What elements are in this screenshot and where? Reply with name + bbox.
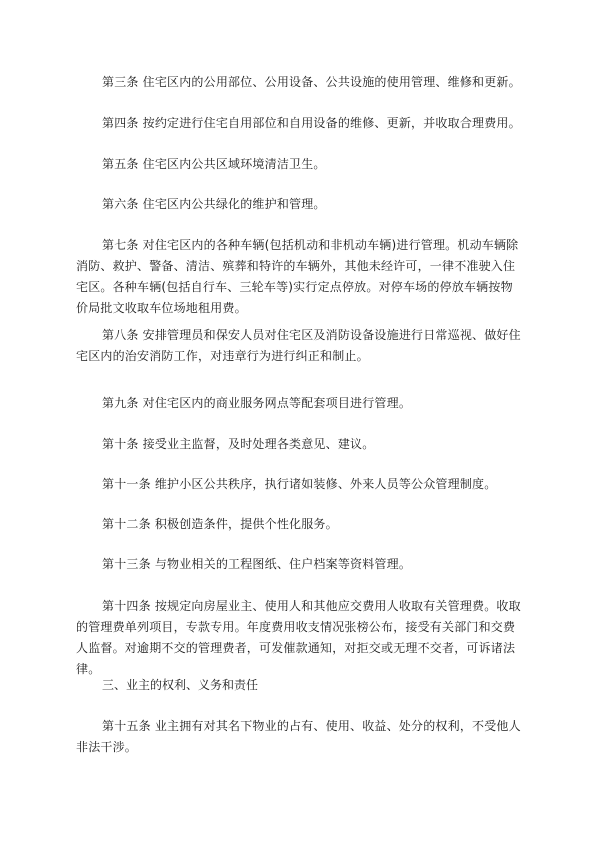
article-5: 第五条 住宅区内公共区域环境清洁卫生。 (102, 157, 326, 171)
article-10: 第十条 接受业主监督，及时处理各类意见、建议。 (102, 437, 375, 451)
article-8: 第八条 安排管理员和保安人员对住宅区及消防设备设施进行日常巡视、做好住宅区内的治安消防工作，对违章行为进行纠正和制止。 (76, 328, 521, 363)
article-4: 第四条 按约定进行住宅自用部位和自用设备的维修、更新，并收取合理费用。 (102, 116, 521, 130)
section-heading: 三、业主的权利、义务和责任 (102, 678, 259, 692)
article-11: 第十一条 维护小区公共秩序，执行诸如装修、外来人员等公众管理制度。 (102, 477, 497, 491)
article-12: 第十二条 积极创造条件，提供个性化服务。 (102, 517, 338, 531)
article-14: 第十四条 按规定向房屋业主、使用人和其他应交费用人收取有关管理费。收取的管理费单列项目，专款专用。年度费用收支情况张榜公布，接受有关部门和交费人监督。对逾期不交的管理费者，可发催款通知，对拒交或无理不交者，可诉诸法律。 (76, 599, 521, 676)
article-6: 第六条 住宅区内公共绿化的维护和管理。 (102, 197, 326, 211)
article-9: 第九条 对住宅区内的商业服务网点等配套项目进行管理。 (102, 396, 412, 410)
article-15: 第十五条 业主拥有对其名下物业的占有、使用、收益、处分的权利，不受他人非法干涉。 (76, 719, 521, 754)
article-13: 第十三条 与物业相关的工程图纸、住户档案等资料管理。 (102, 557, 412, 571)
article-7: 第七条 对住宅区内的各种车辆(包括机动和非机动车辆)进行管理。机动车辆除消防、救护、警备、清洁、殡葬和特许的车辆外，其他未经许可，一律不准驶入住宅区。各种车辆(包括自行车、三轮车等)实行定点停放。对停车场的停放车辆按物价局批文收取车位场地租用费。 (76, 238, 519, 315)
article-3: 第三条 住宅区内的公用部位、公用设备、公共设施的使用管理、维修和更新。 (102, 75, 521, 89)
